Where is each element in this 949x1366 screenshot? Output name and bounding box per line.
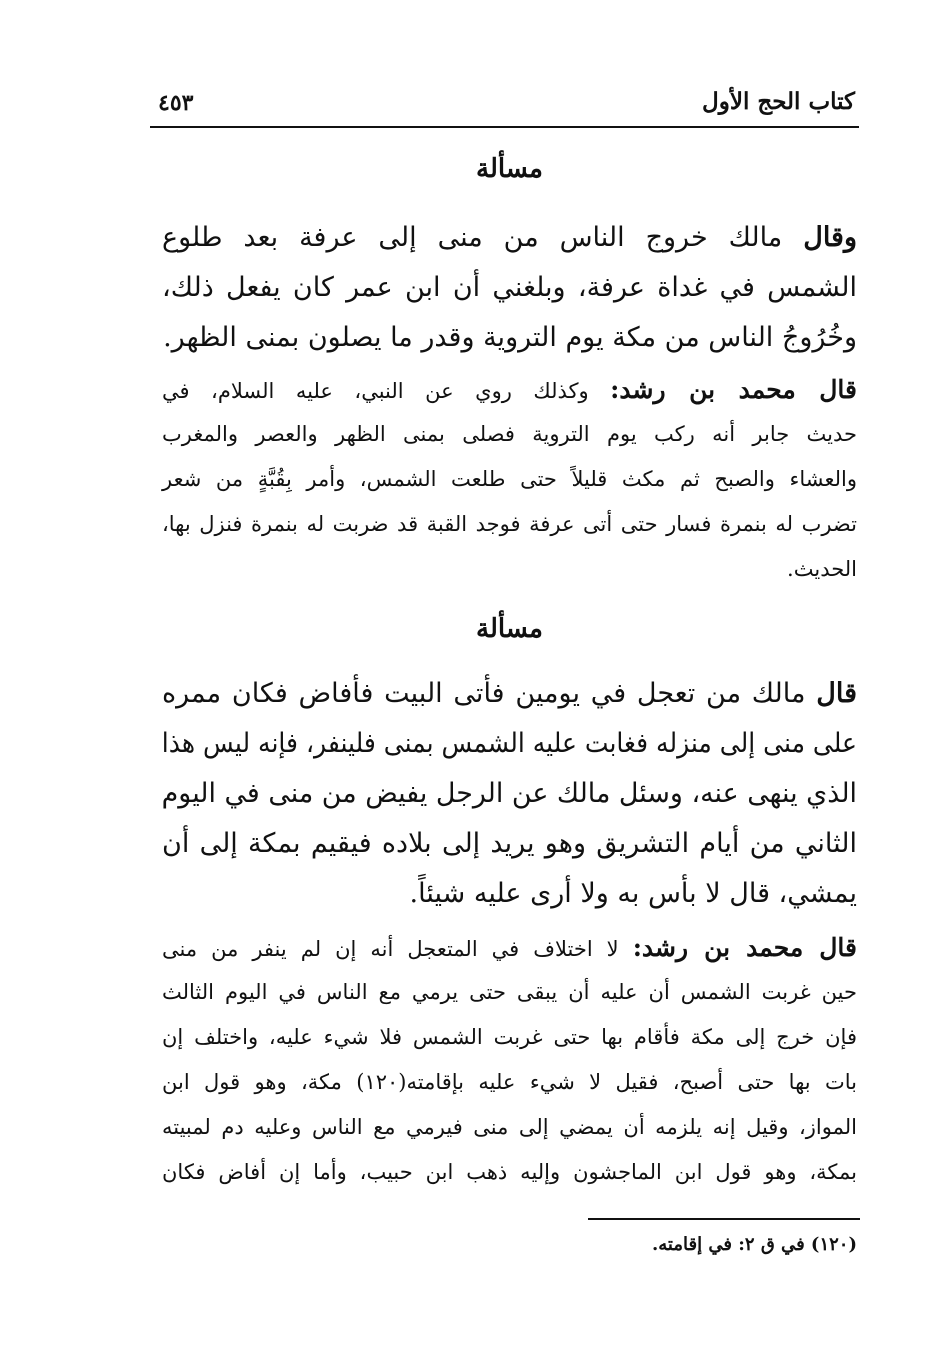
text-line [162,869,857,919]
text-line [162,1060,857,1105]
page-number: ٤٥٣ [158,90,194,116]
lead-word: قال [816,678,857,709]
page-header [150,84,859,128]
text-line [162,1150,857,1195]
section1-paragraph-2 [162,367,857,592]
text-line [162,819,857,869]
text-line [162,547,857,592]
line-text: على منى إلى منزله فغابت عليه الشمس بمنى فلينفر، فإنه ليس هذا [161,728,858,759]
line-text: مالك من تعجل في يومين فأتى البيت فأفاض فكان ممره [162,678,817,709]
line-text: وخُرُوجُ الناس من مكة يوم التروية وقدر ما يصلون بمنى الظهر. [163,322,857,353]
section-heading-1: مسألة [476,154,543,184]
line-text: وكذلك روي عن النبي، عليه السلام، في [162,379,611,403]
text-line [162,1105,857,1150]
line-text: الحديث. [787,557,857,581]
lead-word: وقال [803,222,857,253]
text-line [162,412,857,457]
text-line [162,925,857,970]
text-line [162,970,857,1015]
text-line [162,367,857,412]
line-text: والعشاء والصبح ثم مكث قليلاً حتى طلعت الشمس، وأمر بِقُبَّةٍ من شعر [162,467,857,491]
line-text: تضرب له بنمرة فسار حتى أتى عرفة فوجد القبة قد ضربت له بنمرة فنزل بها، [162,512,857,536]
line-text: حديث جابر أنه ركب يوم التروية فصلى بمنى الظهر والعصر والمغرب [162,422,857,446]
text-line [162,213,857,263]
section2-paragraph-1 [162,669,857,919]
text-line [162,669,857,719]
text-line [162,313,857,363]
line-text: الشمس في غداة عرفة، وبلغني أن ابن عمر كان يفعل ذلك، [162,272,857,303]
line-text: بمكة، وهو قول ابن الماجشون وإليه ذهب ابن حبيب، وأما إن أفاض فكان [162,1160,857,1184]
line-text: مالك خروج الناس من منى إلى عرفة بعد طلوع [162,222,804,253]
text-line [162,502,857,547]
line-text: الثاني من أيام التشريق وهو يريد إلى بلاده فيقيم بمكة إلى أن [162,828,857,859]
line-text: المواز، وقيل إنه يلزمه أن يمضي إلى منى فيرمي مع الناس وعليه دم لمبيته [162,1115,857,1139]
footnote: (١٢٠) في ق ٢: في إقامته. [652,1234,857,1255]
section2-paragraph-2 [162,925,857,1195]
line-text: فإن خرج إلى مكة فأقام بها حتى غربت الشمس فلا شيء عليه، واختلف إن [162,1025,857,1049]
line-text: الذي ينهى عنه، وسئل مالك عن الرجل يفيض من منى في اليوم [161,778,858,809]
line-text: بات بها حتى أصبح، فقيل لا شيء عليه بإقامته(١٢٠) مكة، وهو قول ابن [162,1070,857,1094]
text-line [162,1015,857,1060]
line-text: حين غربت الشمس أن عليه أن يبقى حتى يرمي مع الناس في اليوم الثالث [162,980,857,1004]
text-line [162,263,857,313]
running-title: كتاب الحج الأول [702,88,855,115]
text-line [162,769,857,819]
line-text: يمشي، قال لا بأس به ولا أرى عليه شيئاً. [409,878,857,909]
text-line [162,457,857,502]
footnote-divider [588,1218,860,1220]
section-heading-2: مسألة [476,614,543,644]
text-line [162,719,857,769]
section1-paragraph-1 [162,213,857,363]
lead-author: قال محمد بن رشد: [610,375,857,404]
lead-author: قال محمد بن رشد: [632,933,858,962]
line-text: لا اختلاف في المتعجل أنه إن لم ينفر من منى [162,937,633,961]
